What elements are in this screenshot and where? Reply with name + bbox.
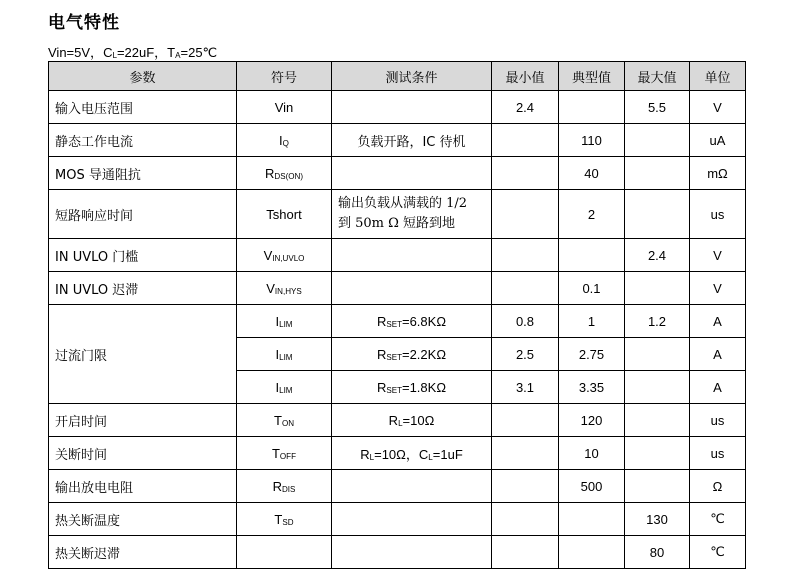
min-cell xyxy=(492,190,559,239)
symbol-cell: Tshort xyxy=(237,190,332,239)
condition-cell xyxy=(332,157,492,190)
min-cell xyxy=(492,272,559,305)
unit-cell: V xyxy=(690,272,746,305)
unit-cell: V xyxy=(690,239,746,272)
max-cell: 1.2 xyxy=(625,305,690,338)
unit-cell: uA xyxy=(690,124,746,157)
symbol-cell: $T_{ON}$ xyxy=(237,404,332,437)
param-cell: 开启时间 xyxy=(49,404,237,437)
symbol-cell: $T_{OFF}$ xyxy=(237,437,332,470)
condition-cell: 负载开路，IC 待机 xyxy=(332,124,492,157)
typ-cell: 500 xyxy=(559,470,625,503)
electrical-characteristics-table xyxy=(48,61,746,569)
min-cell xyxy=(492,437,559,470)
condition-cell: $R_{SET}=6.8K\Omega$ xyxy=(332,305,492,338)
unit-cell: us xyxy=(690,190,746,239)
max-cell xyxy=(625,404,690,437)
unit-cell: us xyxy=(690,437,746,470)
param-cell: 短路响应时间 xyxy=(49,190,237,239)
condition-cell: $R_L=10\Omega$，$C_L=1uF$ xyxy=(332,437,492,470)
unit-cell: A xyxy=(690,338,746,371)
table-row xyxy=(49,124,746,157)
symbol-cell: $R_{DS(ON)}$ xyxy=(237,157,332,190)
header-param: 参数 xyxy=(49,62,237,91)
condition-cell xyxy=(332,536,492,569)
header-unit: 单位 xyxy=(690,62,746,91)
max-cell xyxy=(625,190,690,239)
param-cell: 关断时间 xyxy=(49,437,237,470)
unit-cell: ℃ xyxy=(690,536,746,569)
condition-cell xyxy=(332,91,492,124)
param-cell: 热关断迟滞 xyxy=(49,536,237,569)
param-cell: 过流门限 xyxy=(49,305,237,404)
min-cell: 3.1 xyxy=(492,371,559,404)
table-row xyxy=(49,503,746,536)
typ-cell: 120 xyxy=(559,404,625,437)
param-cell: 热关断温度 xyxy=(49,503,237,536)
symbol-cell: $V_{IN,UVLO}$ xyxy=(237,239,332,272)
header-row xyxy=(49,62,746,91)
unit-cell: mΩ xyxy=(690,157,746,190)
unit-cell: A xyxy=(690,371,746,404)
table-row xyxy=(49,404,746,437)
param-cell: 静态工作电流 xyxy=(49,124,237,157)
symbol-cell: $T_{SD}$ xyxy=(237,503,332,536)
condition-cell: $R_L=10\Omega$ xyxy=(332,404,492,437)
table-row xyxy=(49,536,746,569)
unit-cell: V xyxy=(690,91,746,124)
min-cell xyxy=(492,404,559,437)
typ-cell xyxy=(559,91,625,124)
max-cell xyxy=(625,124,690,157)
condition-cell xyxy=(332,239,492,272)
table-row xyxy=(49,239,746,272)
unit-cell: A xyxy=(690,305,746,338)
condition-cell: 输出负载从满载的 1/2 到 50m Ω 短路到地 xyxy=(332,190,492,239)
typ-cell: 3.35 xyxy=(559,371,625,404)
unit-cell: us xyxy=(690,404,746,437)
typ-cell: 110 xyxy=(559,124,625,157)
header-typ: 典型值 xyxy=(559,62,625,91)
typ-cell: 40 xyxy=(559,157,625,190)
symbol-cell: $I_{LIM}$ xyxy=(237,371,332,404)
max-cell: 130 xyxy=(625,503,690,536)
test-conditions: Vin=5V，$C_L=22uF$，$T_A=25℃$ xyxy=(48,45,218,60)
min-cell xyxy=(492,239,559,272)
table-row xyxy=(49,190,746,239)
typ-cell: 2.75 xyxy=(559,338,625,371)
min-cell: 2.4 xyxy=(492,91,559,124)
condition-cell xyxy=(332,272,492,305)
param-cell: MOS 导通阻抗 xyxy=(49,157,237,190)
condition-cell: $R_{SET}=1.8K\Omega$ xyxy=(332,371,492,404)
unit-cell: Ω xyxy=(690,470,746,503)
symbol-cell: $V_{IN,HYS}$ xyxy=(237,272,332,305)
max-cell xyxy=(625,437,690,470)
min-cell xyxy=(492,536,559,569)
header-min: 最小值 xyxy=(492,62,559,91)
max-cell xyxy=(625,338,690,371)
max-cell xyxy=(625,371,690,404)
typ-cell xyxy=(559,536,625,569)
param-cell: 输出放电电阻 xyxy=(49,470,237,503)
table-row xyxy=(49,157,746,190)
min-cell: 2.5 xyxy=(492,338,559,371)
min-cell xyxy=(492,470,559,503)
min-cell xyxy=(492,124,559,157)
typ-cell: 10 xyxy=(559,437,625,470)
param-cell: IN UVLO 迟滞 xyxy=(49,272,237,305)
symbol-cell xyxy=(237,536,332,569)
symbol-cell: $I_{LIM}$ xyxy=(237,305,332,338)
max-cell xyxy=(625,157,690,190)
max-cell: 5.5 xyxy=(625,91,690,124)
max-cell xyxy=(625,470,690,503)
table-row xyxy=(49,272,746,305)
condition-cell xyxy=(332,470,492,503)
table-row xyxy=(49,470,746,503)
condition-cell: $R_{SET}=2.2K\Omega$ xyxy=(332,338,492,371)
table-row xyxy=(49,305,746,338)
unit-cell: ℃ xyxy=(690,503,746,536)
table-row xyxy=(49,91,746,124)
table-row xyxy=(49,437,746,470)
header-max: 最大值 xyxy=(625,62,690,91)
symbol-cell: $I_{LIM}$ xyxy=(237,338,332,371)
param-cell: IN UVLO 门槛 xyxy=(49,239,237,272)
section-title: 电气特性 xyxy=(48,13,120,33)
symbol-cell: $R_{DIS}$ xyxy=(237,470,332,503)
header-symbol: 符号 xyxy=(237,62,332,91)
min-cell xyxy=(492,157,559,190)
typ-cell xyxy=(559,239,625,272)
vin-condition: Vin=5V， xyxy=(48,45,104,60)
param-cell: 输入电压范围 xyxy=(49,91,237,124)
typ-cell: 2 xyxy=(559,190,625,239)
typ-cell: 1 xyxy=(559,305,625,338)
typ-cell: 0.1 xyxy=(559,272,625,305)
min-cell xyxy=(492,503,559,536)
max-cell: 80 xyxy=(625,536,690,569)
typ-cell xyxy=(559,503,625,536)
symbol-cell: Vin xyxy=(237,91,332,124)
condition-cell xyxy=(332,503,492,536)
max-cell xyxy=(625,272,690,305)
header-condition: 测试条件 xyxy=(332,62,492,91)
min-cell: 0.8 xyxy=(492,305,559,338)
max-cell: 2.4 xyxy=(625,239,690,272)
symbol-cell: $I_Q$ xyxy=(237,124,332,157)
